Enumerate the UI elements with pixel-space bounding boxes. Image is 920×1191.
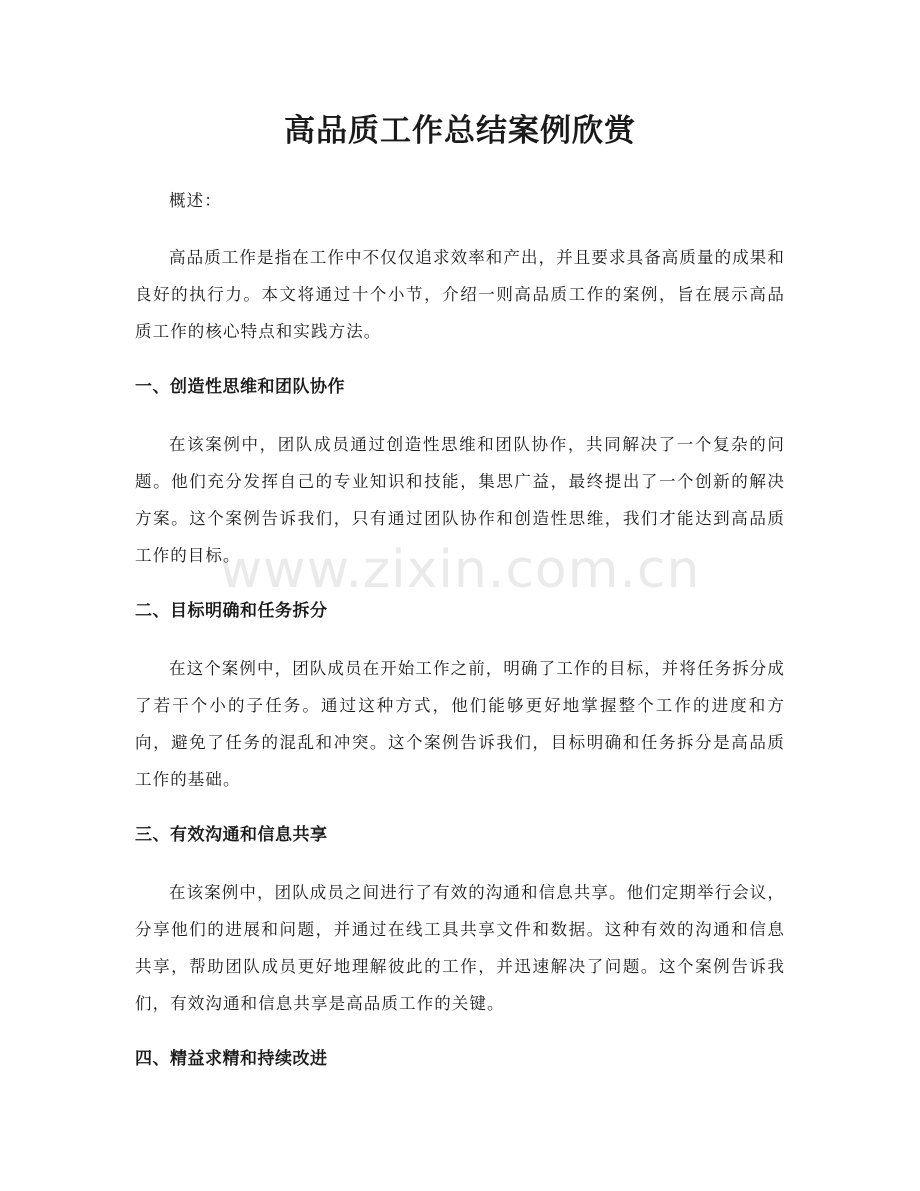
section-heading-1: 一、创造性思维和团队协作 [135,377,345,397]
overview-label: 概述： [169,191,222,210]
section-heading-4: 四、精益求精和持续改进 [135,1049,328,1069]
document-body [135,182,785,1078]
watermark: www.zixin.com.cn [219,540,701,600]
page-title: 高品质工作总结案例欣赏 [284,113,636,149]
overview-paragraph: 高品质工作是指在工作中不仅仅追求效率和产出，并且要求具备高质量的成果和良好的执行力。本文将通过十个小节，介绍一则高品质工作的案例，旨在展示高品质工作的核心特点和实践方法。 [135,248,785,341]
section-paragraph-1: 在该案例中，团队成员通过创造性思维和团队协作，共同解决了一个复杂的问题。他们充分发挥自己的专业知识和技能，集思广益，最终提出了一个创新的解决方案。这个案例告诉我们，只有通过团队协作和创造性思维，我们才能达到高品质工作的目标。 [135,435,785,565]
section-paragraph-3: 在该案例中，团队成员之间进行了有效的沟通和信息共享。他们定期举行会议，分享他们的进展和问题，并通过在线工具共享文件和数据。这种有效的沟通和信息共享，帮助团队成员更好地理解彼此的工作，并迅速解决了问题。这个案例告诉我们，有效沟通和信息共享是高品质工作的关键。 [135,883,785,1013]
section-heading-3: 三、有效沟通和信息共享 [135,825,328,845]
section-heading-2: 二、目标明确和任务拆分 [135,601,328,621]
section-paragraph-2: 在这个案例中，团队成员在开始工作之前，明确了工作的目标，并将任务拆分成了若干个小的子任务。通过这种方式，他们能够更好地掌握整个工作的进度和方向，避免了任务的混乱和冲突。这个案例告诉我们，目标明确和任务拆分是高品质工作的基础。 [135,659,785,789]
